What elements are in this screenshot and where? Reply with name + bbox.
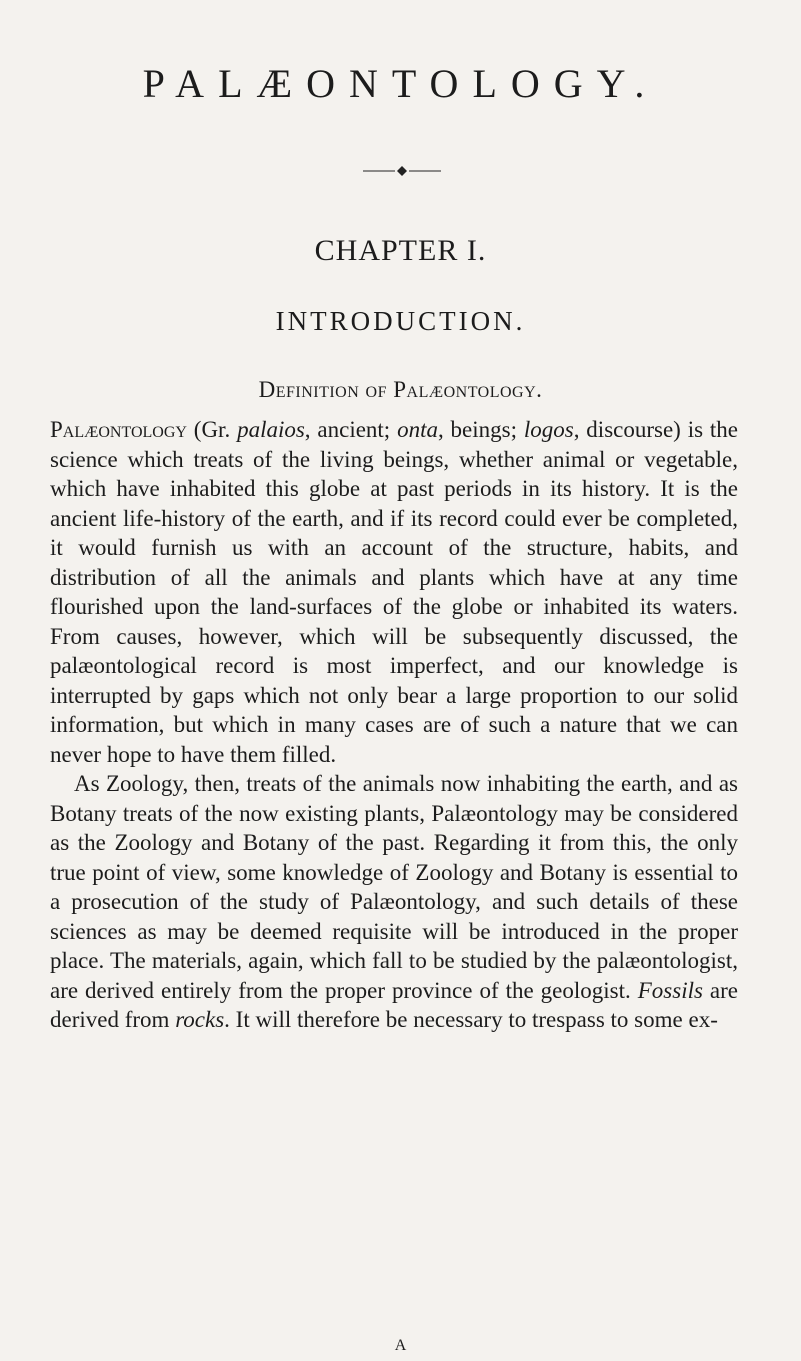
paragraph-2 — [50, 769, 738, 1035]
chapter-heading: CHAPTER I. — [314, 234, 487, 267]
book-title: PALÆONTOLOGY. — [142, 61, 659, 106]
greek-term: logos — [523, 417, 574, 442]
lead-term: Palæontology — [50, 417, 187, 442]
paragraph-1 — [50, 415, 738, 769]
signature-mark: A — [394, 1337, 407, 1354]
subheading: Definition of Palæontology. — [258, 377, 543, 402]
text-run: As Zoology, then, treats of the animals now inhabiting the earth, and as Botany treats of the now existing plants, Palæontology may be considered as the Zoology and Botany of the past. Regarding it from this, the only true point of view, some knowledge of Zoology and Botany is essential to a prosecution of the study of Palæontology, and such details of these sciences as may be deemed requisite will be introduced in the proper place. The materials, again, which fall to be studied by the palæontologist, are derived entirely from the proper province of the geologist. — [50, 771, 738, 1003]
text-run: (Gr. — [186, 417, 238, 442]
greek-term: onta — [397, 417, 438, 442]
text-run: , ancient; — [304, 417, 398, 442]
italic-term: rocks — [175, 1007, 225, 1032]
text-run: . It will therefore be necessary to trespass to some ex- — [224, 1007, 718, 1032]
italic-term: Fossils — [637, 977, 703, 1003]
text-run: , discourse) is the science which treats of the living beings, whether animal or vegetable, which have inhabited this globe at past periods in its history. It is the ancient life-history of the earth, and if its record could ever be completed, it would furnish us with an account of the structure, habits, and distribution of all the animals and plants which have at any time flourished upon the land-surfaces of the globe or inhabited its waters. From causes, however, which will be subsequently discussed, the palæontological record is most imperfect, and our knowledge is interrupted by gaps which not only bear a large proportion to our solid information, but which in many cases are of such a nature that we can never hope to have them filled. — [50, 417, 738, 767]
text-run: are derived from — [50, 977, 738, 1032]
ornament-rule-icon — [363, 165, 441, 177]
greek-term: palaios — [237, 417, 305, 442]
text-run: , beings; — [437, 417, 524, 442]
section-heading: INTRODUCTION. — [275, 306, 526, 336]
body-text — [50, 415, 738, 1035]
